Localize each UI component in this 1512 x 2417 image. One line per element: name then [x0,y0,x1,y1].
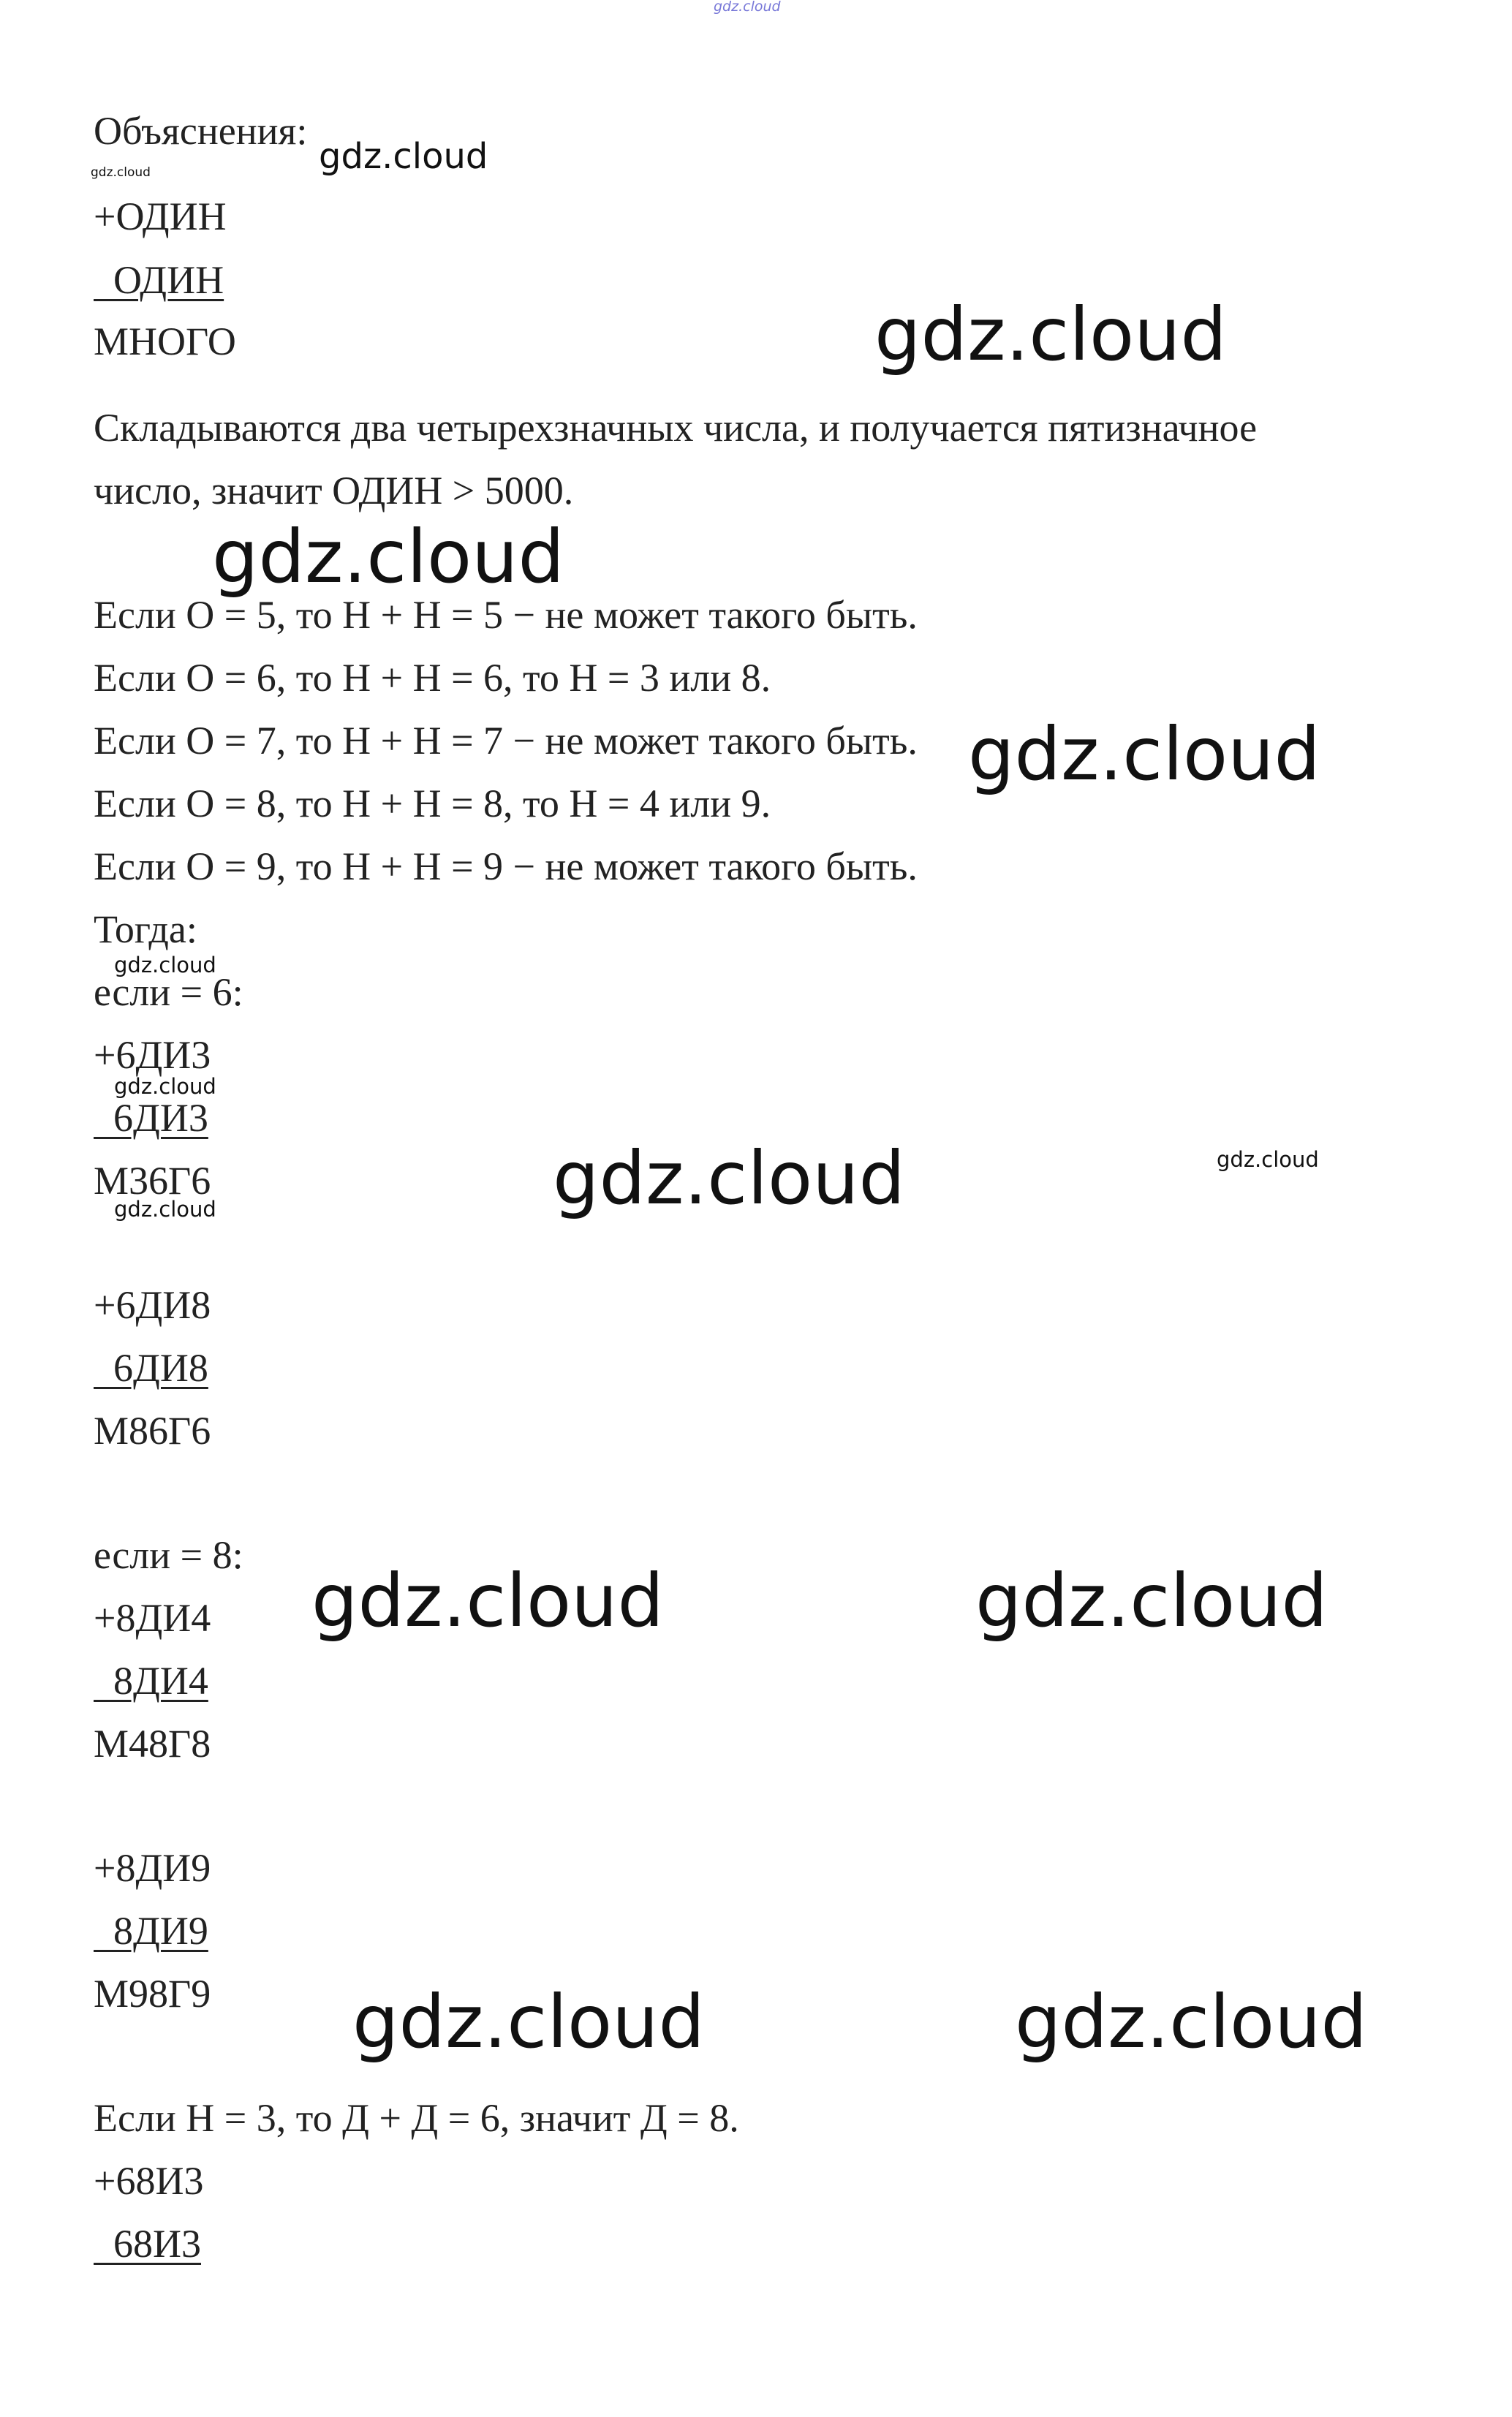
watermark: gdz.cloud [968,711,1321,797]
text-line: 6ДИ3 [94,1096,208,1140]
text-line: число, значит ОДИН > 5000. [94,469,574,512]
text-line: +8ДИ9 [94,1846,211,1890]
text-line: 68И3 [94,2222,201,2266]
watermark: gdz.cloud [1217,1147,1319,1172]
text-line: Если О = 6, то Н + Н = 6, то Н = 3 или 8. [94,656,771,700]
watermark: gdz.cloud [114,1197,216,1222]
watermark: gdz.cloud [114,953,216,977]
text-line: +6ДИ3 [94,1033,211,1077]
text-line: ОДИН [94,258,224,302]
text-line: если = 8: [94,1533,243,1577]
text-line: +8ДИ4 [94,1596,211,1640]
watermark: gdz.cloud [319,136,488,177]
text-line: +6ДИ8 [94,1283,211,1327]
text-line: МНОГО [94,319,236,363]
text-line: Если О = 5, то Н + Н = 5 − не может такого быть. [94,593,918,637]
text-line: 8ДИ9 [94,1909,208,1953]
watermark-top: gdz.cloud [714,0,781,15]
text-line: Тогда: [94,907,197,951]
text-line: если = 6: [94,970,243,1014]
watermark: gdz.cloud [975,1558,1328,1644]
heading-explanations: Объяснения: [94,109,308,153]
text-line: 6ДИ8 [94,1346,208,1390]
text-line: Если Н = 3, то Д + Д = 6, значит Д = 8. [94,2096,739,2140]
text-line: Если О = 9, то Н + Н = 9 − не может такого быть. [94,844,918,888]
text-line: М36Г6 [94,1159,211,1203]
watermark: gdz.cloud [1015,1979,1368,2065]
watermark: gdz.cloud [553,1135,906,1221]
watermark: gdz.cloud [311,1558,665,1644]
text-line: М86Г6 [94,1409,211,1453]
text-line: +ОДИН [94,194,227,238]
text-line: 8ДИ4 [94,1659,208,1703]
watermark: gdz.cloud [212,514,565,599]
text-line: М48Г8 [94,1722,211,1766]
text-line: Складываются два четырехзначных числа, и получается пятизначное [94,406,1258,450]
text-line: Если О = 8, то Н + Н = 8, то Н = 4 или 9. [94,782,771,825]
text-line: +68И3 [94,2159,204,2203]
watermark: gdz.cloud [874,292,1228,377]
watermark: gdz.cloud [114,1074,216,1099]
watermark: gdz.cloud [352,1979,706,2065]
watermark: gdz.cloud [91,165,151,180]
text-line: Если О = 7, то Н + Н = 7 − не может такого быть. [94,719,918,763]
text-line: М98Г9 [94,1972,211,2016]
